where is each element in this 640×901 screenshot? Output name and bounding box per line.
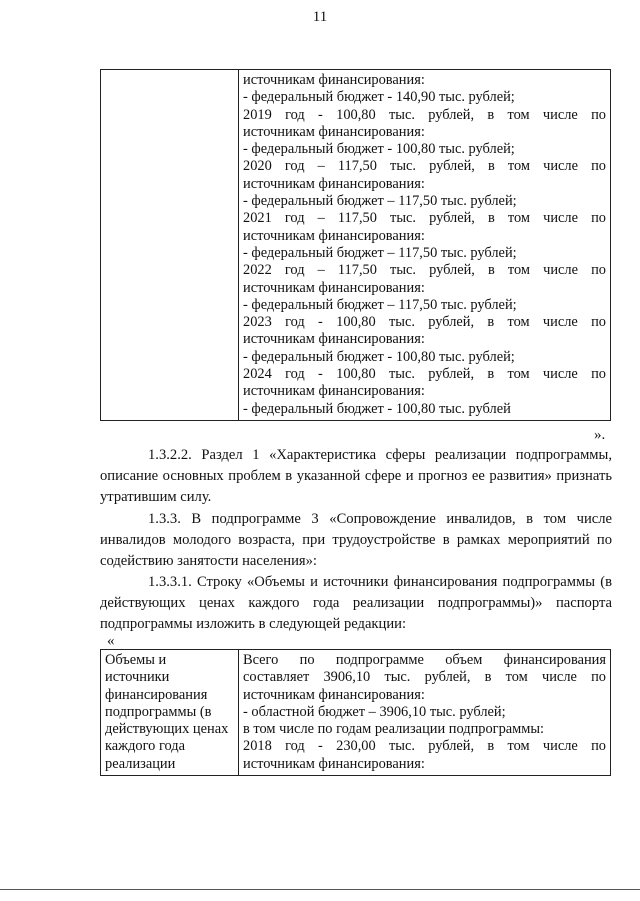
financing-line: Всего по подпрограмме объем финансирования <box>243 652 606 668</box>
paragraph-line: утратившим силу. <box>100 489 212 505</box>
financing-line: источникам финансирования: <box>243 227 425 244</box>
paragraph-line: действующих ценах каждого года реализации подпрограммы)» паспорта <box>100 595 612 611</box>
row-header-line: реализации <box>105 755 176 772</box>
financing-line: источникам финансирования: <box>243 383 425 400</box>
financing-line: - федеральный бюджет - 100,80 тыс. рублей <box>243 400 511 417</box>
financing-volume-table <box>100 649 611 776</box>
financing-line: - федеральный бюджет - 100,80 тыс. рублей; <box>243 348 515 365</box>
financing-line: источникам финансирования: <box>243 755 425 772</box>
financing-line: - федеральный бюджет - 140,90 тыс. рублей; <box>243 89 515 106</box>
financing-line: 2021 год – 117,50 тыс. рублей, в том числе по <box>243 210 606 227</box>
financing-line: - федеральный бюджет – 117,50 тыс. рублей; <box>243 193 517 210</box>
financing-line: - федеральный бюджет – 117,50 тыс. рублей; <box>243 244 517 261</box>
paragraph-line: инвалидов молодого возраста, при трудоустройстве в рамках мероприятий по <box>100 532 612 548</box>
table-left-cell <box>101 70 239 421</box>
financing-line: 2024 год - 100,80 тыс. рублей, в том числе по <box>243 366 606 383</box>
paragraph-line: содействию занятости населения»: <box>100 553 317 569</box>
table-right-cell <box>239 70 611 421</box>
financing-line: 2020 год – 117,50 тыс. рублей, в том числе по <box>243 158 606 175</box>
row-header-line: финансирования <box>105 686 208 703</box>
financing-line: источникам финансирования: <box>243 686 425 703</box>
financing-line: источникам финансирования: <box>243 331 425 348</box>
page-bottom-rule <box>0 889 640 890</box>
financing-line: в том числе по годам реализации подпрограммы: <box>243 721 545 738</box>
row-header-line: подпрограммы (в <box>105 703 212 720</box>
row-header-line: источники <box>105 669 170 686</box>
closing-quote: ». <box>594 427 606 443</box>
paragraph-line: описание основных проблем в указанной сфере и прогноз ее развития» признать <box>100 468 612 484</box>
paragraph-line: 1.3.3. В подпрограмме 3 «Сопровождение инвалидов, в том числе <box>148 511 612 527</box>
table-right-cell <box>239 650 611 776</box>
paragraph-1-3-3-1 <box>100 572 612 635</box>
opening-quote: « <box>107 633 115 649</box>
table-left-cell <box>101 650 239 776</box>
row-header-line: каждого года <box>105 738 185 755</box>
financing-line: 2019 год - 100,80 тыс. рублей, в том числе по <box>243 106 606 123</box>
row-header-line: действующих ценах <box>105 721 229 738</box>
financing-line: - федеральный бюджет - 100,80 тыс. рублей; <box>243 141 515 158</box>
financing-line: источникам финансирования: <box>243 175 425 192</box>
table-row <box>101 70 611 421</box>
page-number: 11 <box>312 9 328 25</box>
financing-line: источникам финансирования: <box>243 279 425 296</box>
paragraph-1-3-3 <box>100 509 612 572</box>
financing-line: 2023 год - 100,80 тыс. рублей, в том числе по <box>243 314 606 331</box>
financing-line: - областной бюджет – 3906,10 тыс. рублей; <box>243 703 506 720</box>
financing-line: 2022 год – 117,50 тыс. рублей, в том числе по <box>243 262 606 279</box>
financing-line: источникам финансирования: <box>243 123 425 140</box>
financing-line: составляет 3906,10 тыс. рублей, в том числе по <box>243 669 606 686</box>
row-header-line: Объемы и <box>105 652 167 668</box>
paragraph-line: подпрограммы изложить в следующей редакции: <box>100 616 407 632</box>
paragraph-1-3-2-2 <box>100 445 612 508</box>
financing-table-continued <box>100 69 611 421</box>
financing-line: источникам финансирования: <box>243 72 425 88</box>
financing-line: 2018 год - 230,00 тыс. рублей, в том числе по <box>243 738 606 755</box>
financing-line: - федеральный бюджет – 117,50 тыс. рублей; <box>243 296 517 313</box>
table-row <box>101 650 611 776</box>
paragraph-line: 1.3.2.2. Раздел 1 «Характеристика сферы реализации подпрограммы, <box>148 447 612 463</box>
paragraph-line: 1.3.3.1. Строку «Объемы и источники финансирования подпрограммы (в <box>148 574 612 590</box>
